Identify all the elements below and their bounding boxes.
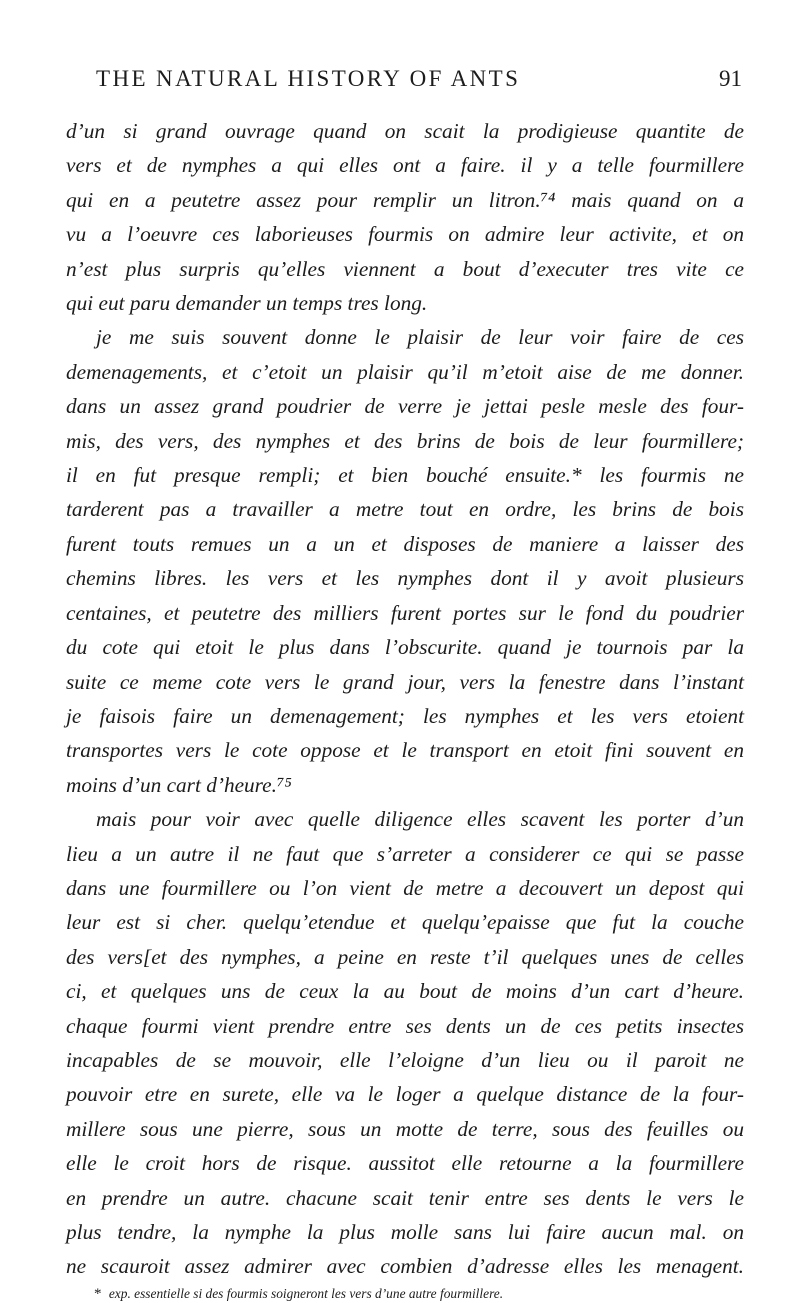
text-line: leur est si cher. quelqu’etendue et quelqu’epaisse que fut la couche (66, 910, 744, 935)
text-line: je me suis souvent donne le plaisir de leur voir faire de ces (96, 325, 744, 350)
text-line: chemins libres. les vers et les nymphes dont il y avoit plusieurs (66, 566, 744, 591)
text-line: chaque fourmi vient prendre entre ses dents un de ces petits insectes (66, 1013, 744, 1038)
text-line: centaines, et peutetre des milliers furent portes sur le fond du poudrier (66, 600, 744, 625)
text-line: elle le croit hors de risque. aussitot elle retourne a la fourmillere (66, 1151, 744, 1176)
text-line: incapables de se mouvoir, elle l’eloigne d’un lieu ou il paroit ne (66, 1047, 744, 1072)
text-line: n’est plus surpris qu’elles viennent a bout d’executer tres vite ce (66, 256, 744, 281)
text-line: plus tendre, la nymphe la plus molle sans lui faire aucun mal. on (66, 1220, 744, 1244)
text-line: lieu a un autre il ne faut que s’arreter a considerer ce qui se passe (66, 841, 744, 866)
text-line: il en fut presque rempli; et bien bouché ensuite.* les fourmis ne (66, 463, 744, 488)
text-line: ne scauroit assez admirer avec combien d’adresse elles les menagent. (66, 1254, 744, 1279)
text-line: furent touts remues un a un et disposes de maniere a laisser des (66, 531, 744, 556)
text-line: demenagements, et c’etoit un plaisir qu’il m’etoit aise de me donner. (66, 359, 744, 384)
text-line: tarderent pas a travailler a metre tout en ordre, les brins de bois (66, 497, 744, 522)
text-line: vu a l’oeuvre ces laborieuses fourmis on admire leur activite, et on (66, 222, 744, 247)
text-line: du cote qui etoit le plus dans l’obscurite. quand je tournois par la (66, 635, 744, 660)
text-line: mis, des vers, des nymphes et des brins de bois de leur fourmillere; (66, 428, 744, 453)
text-line: mais pour voir avec quelle diligence elles scavent les porter d’un (96, 807, 744, 832)
text-line: des vers[et des nymphes, a peine en reste t’il quelques unes de celles (66, 944, 744, 969)
footnote-mark: * (94, 1285, 102, 1302)
page-number: 91 (719, 66, 742, 91)
running-title: THE NATURAL HISTORY OF ANTS (96, 66, 521, 91)
text-line: suite ce meme cote vers le grand jour, vers la fenestre dans l’instant (66, 669, 744, 694)
footnote (66, 1286, 744, 1303)
text-line: ci, et quelques uns de ceux la au bout de moins d’un cart d’heure. (66, 979, 744, 1004)
text-line: millere sous une pierre, sous un motte de terre, sous des feuilles ou (66, 1116, 744, 1141)
footnote-text: exp. essentielle si des fourmis soigneront les vers d’une autre fourmillere. (108, 1285, 504, 1301)
text-line: d’un si grand ouvrage quand on scait la prodigieuse quantite de (66, 119, 744, 143)
text-line: qui en a peutetre assez pour remplir un litron.⁷⁴ mais quand on a (66, 187, 744, 212)
text-line: qui eut paru demander un temps tres long. (66, 291, 428, 316)
text-line: pouvoir etre en surete, elle va le loger a quelque distance de la four- (66, 1082, 744, 1107)
text-line: transportes vers le cote oppose et le transport en etoit fini souvent en (66, 738, 744, 763)
text-line: dans un assez grand poudrier de verre je jettai pesle mesle des four- (66, 394, 744, 419)
page-header (66, 62, 744, 96)
text-line: je faisois faire un demenagement; les nymphes et les vers etoient (66, 703, 744, 728)
text-line: vers et de nymphes a qui elles ont a faire. il y a telle fourmillere (66, 153, 744, 178)
body-text (66, 114, 744, 1284)
text-line: moins d’un cart d’heure.⁷⁵ (66, 772, 292, 797)
text-line: dans une fourmillere ou l’on vient de metre a decouvert un depost qui (66, 875, 744, 900)
text-line: en prendre un autre. chacune scait tenir entre ses dents le vers le (66, 1185, 744, 1210)
